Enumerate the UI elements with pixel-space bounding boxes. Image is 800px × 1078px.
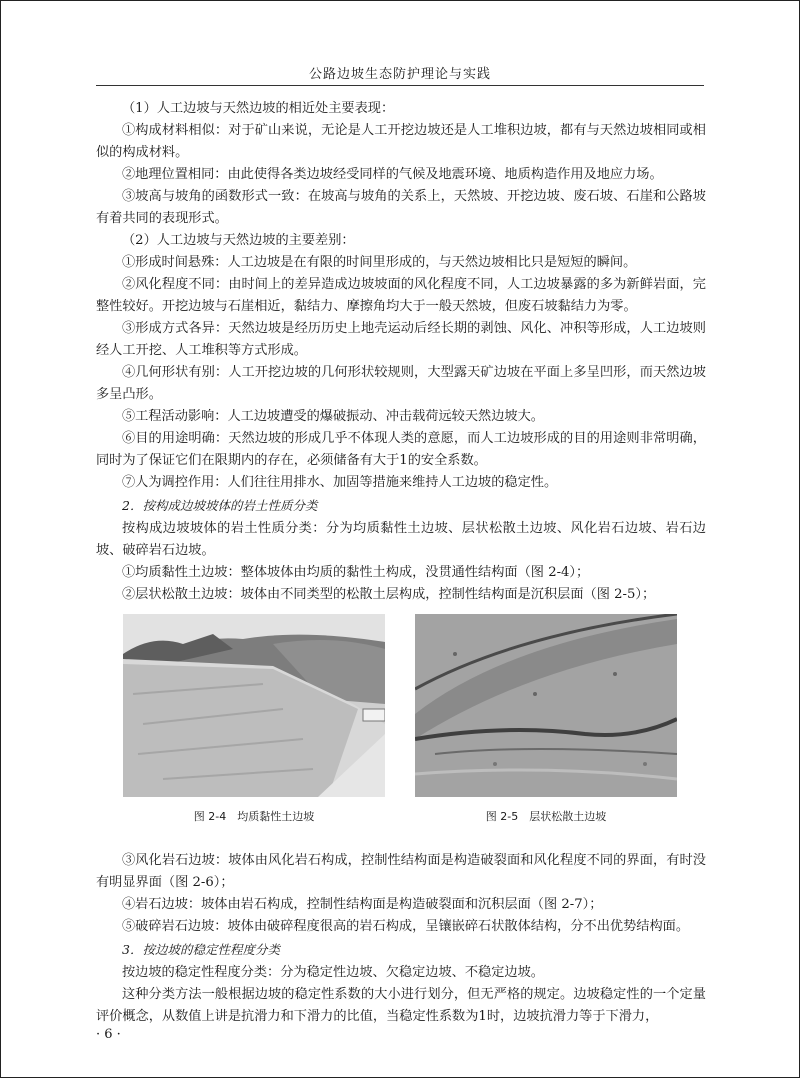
header-rule [96,85,704,86]
section-heading: 2．按构成边坡坡体的岩土性质分类 [122,498,318,513]
running-header: 公路边坡生态防护理论与实践 [308,67,491,82]
paragraph: ⑤破碎岩石边坡：坡体由破碎程度很高的岩石构成，呈镶嵌碎石状散体结构，分不出优势结构面。 [122,919,690,934]
paragraph: ⑦人为调控作用：人们往往用排水、加固等措施来维持人工边坡的稳定性。 [122,475,558,490]
paragraph: （1）人工边坡与天然边坡的相近处主要表现： [122,101,395,116]
clay-slope-photo [123,614,385,797]
paragraph: ⑤工程活动影响：人工边坡遭受的爆破振动、冲击载荷远较天然边坡大。 [122,409,544,424]
paragraph: ④几何形状有别：人工开挖边坡的几何形状较规则，大型露天矿边坡在平面上多呈凹形，而天然边坡多呈凸形。 [96,365,706,402]
layered-soil-slope-photo [415,614,677,797]
body-text [96,98,706,1028]
paragraph: ②风化程度不同：由时间上的差异造成边坡坡面的风化程度不同，人工边坡暴露的多为新鲜岩面，完整性较好。开挖边坡与石崖相近，黏结力、摩擦角均大于一般天然坡，但废石坡黏结力为零。 [96,277,706,314]
paragraph: 这种分类方法一般根据边坡的稳定性系数的大小进行划分，但无严格的规定。边坡稳定性的一个定量评价概念，从数值上讲是抗滑力和下滑力的比值，当稳定性系数为1时，边坡抗滑力等于下滑力， [96,987,706,1024]
page-number: · 6 · [96,1027,121,1042]
paragraph: ③坡高与坡角的函数形式一致：在坡高与坡角的关系上，天然坡、开挖边坡、废石坡、石崖和公路坡有着共同的表现形式。 [96,189,706,226]
paragraph: ③风化岩石边坡：坡体由风化岩石构成，控制性结构面是构造破裂面和风化程度不同的界面，有时没有明显界面（图 2-6）； [96,853,706,890]
figure-caption: 图 2-5 层状松散土边坡 [485,810,607,823]
paragraph: ②层状松散土边坡：坡体由不同类型的松散土层构成，控制性结构面是沉积层面（图 2-5）； [122,587,656,602]
paragraph: ④岩石边坡：坡体由岩石构成，控制性结构面是构造破裂面和沉积层面（图 2-7）； [122,897,603,912]
figure-row [96,614,706,850]
paragraph: 按构成边坡坡体的岩土性质分类：分为均质黏性土边坡、层状松散土边坡、风化岩石边坡、岩石边坡、破碎岩石边坡。 [96,521,706,558]
figure-caption: 图 2-4 均质黏性土边坡 [193,810,315,823]
section-heading: 3．按边坡的稳定性程度分类 [122,942,280,957]
paragraph: ⑥目的用途明确：天然边坡的形成几乎不体现人类的意愿，而人工边坡形成的目的用途则非常明确，同时为了保证它们在限期内的存在，必须储备有大于1的安全系数。 [96,431,706,468]
paragraph: ①构成材料相似：对于矿山来说，无论是人工开挖边坡还是人工堆积边坡，都有与天然边坡相同或相似的构成材料。 [96,123,706,160]
figure-2-5 [415,614,677,828]
paragraph: ③形成方式各异：天然边坡是经历历史上地壳运动后经长期的剥蚀、风化、冲积等形成，人工边坡则经人工开挖、人工堆积等方式形成。 [96,321,706,358]
paragraph: ①形成时间悬殊：人工边坡是在有限的时间里形成的，与天然边坡相比只是短短的瞬间。 [122,255,637,270]
figure-2-4 [123,614,385,828]
paragraph: ②地理位置相同：由此使得各类边坡经受同样的气候及地震环境、地质构造作用及地应力场。 [122,167,663,182]
paragraph: ①均质黏性土边坡：整体坡体由均质的黏性土构成，没贯通性结构面（图 2-4）； [122,565,590,580]
paragraph: 按边坡的稳定性程度分类：分为稳定性边坡、欠稳定边坡、不稳定边坡。 [122,965,544,980]
paragraph: （2）人工边坡与天然边坡的主要差别： [122,233,355,248]
